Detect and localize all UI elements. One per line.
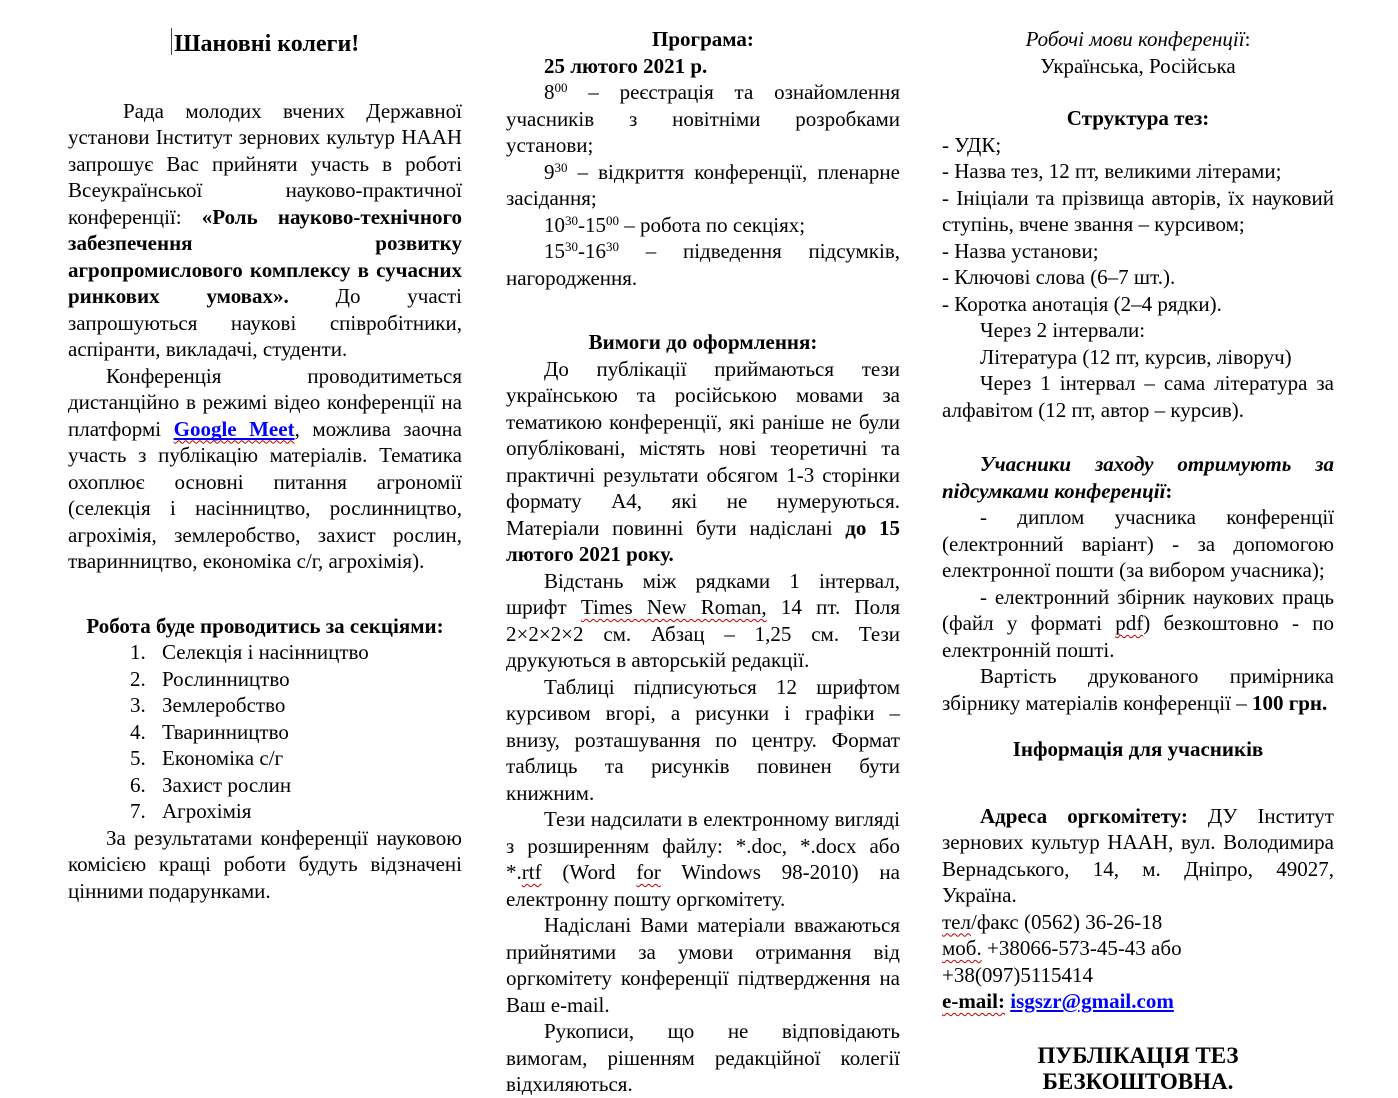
- format-text-2: , можлива заочна участь з публікацію матеріалів. Тематика охоплює основні питання агрономії (селекція і насінництво, рослинництво, агрохімія, землеробство, захист рослин, тваринництво, економіка с/г, агрохімія).: [68, 416, 462, 573]
- time-superscript: 30: [565, 212, 578, 228]
- benefit-diploma: - диплом учасника конференції (електронний варіант) - за допомогою електронної пошти (за вибором учасника);: [942, 505, 1334, 582]
- rejection-paragraph: Рукописи, що не відповідають вимогам, рішенням редакційної колегії відхиляються.: [506, 1019, 900, 1096]
- list-item: [68, 745, 462, 772]
- greeting-heading: [68, 28, 462, 58]
- benefit-proceedings: - електронний збірник наукових праць (файл у форматі pdf) безкоштовно - по електронній пошті.: [942, 584, 1334, 662]
- phone-fax-line: тел/факс (0562) 36-26-18: [942, 909, 1163, 934]
- format-paragraph: [68, 363, 462, 575]
- list-number: 6.: [130, 772, 146, 797]
- structure-item: - Ініціали та прізвища авторів, їх науковий ступінь, вчене звання – курсивом;: [942, 185, 1334, 236]
- structure-item: - УДК;: [942, 132, 1002, 157]
- list-item: [68, 772, 462, 799]
- schedule-entry: $15^{30}-16^{30}$ – підведення підсумків, нагородження.: [506, 239, 900, 290]
- benefits-heading: Учасники заходу отримують за підсумками конференції:: [942, 452, 1334, 503]
- requirements-paragraph-3: Таблиці підписуються 12 шрифтом курсивом вгорі, а рисунки і графіки – внизу, розташування по центру. Формат таблиць та рисунків повинен бути книжним.: [506, 674, 900, 805]
- email-link[interactable]: isgszr@gmail.com: [1010, 989, 1174, 1013]
- price-value: 100 грн.: [1251, 690, 1328, 715]
- address-label: Адреса оргкомітету:: [980, 803, 1188, 828]
- structure-item: - Ключові слова (6–7 шт.).: [942, 265, 1176, 289]
- google-meet-link-text: Google Meet: [173, 416, 295, 441]
- list-number: 1.: [130, 640, 146, 664]
- pdf-text: pdf: [1115, 611, 1144, 635]
- structure-item: - Коротка анотація (2–4 рядки).: [942, 291, 1222, 316]
- confirmation-paragraph: Надіслані Вами матеріали вважаються прийнятими за умови отримання від оргкомітету конференції підтвердження на Ваш e-mail.: [506, 913, 900, 1017]
- schedule-entry: $9^{30}$ – відкриття конференції, пленарне засідання;: [506, 159, 900, 210]
- list-item: [68, 719, 462, 746]
- email-label: e-mail:: [942, 989, 1005, 1013]
- mobile-line: моб. +38066-573-45-43 або +38(097)5115414: [942, 936, 1182, 987]
- requirements-paragraph-4: Тези надсилати в електронному вигляді з розширенням файлу: *.doc, *.docx або *.rtf (Word for Windows 98-2010) на електронну пошту оргкомітету.: [506, 807, 900, 911]
- time-superscript: 00: [554, 80, 568, 95]
- list-label: Тваринництво: [162, 719, 289, 744]
- intro-text-1: Рада молодих вчених Державної установи Інститут зернових культур НААН запрошує Вас прийняти участь в роботі Всеукраїнської науково-практичної конференції:: [68, 98, 462, 229]
- format-text-1: Конференція проводитиметься дистанційно в режимі відео конференції на платформі: [68, 363, 462, 441]
- requirements-heading: Вимоги до оформлення:: [588, 330, 818, 354]
- structure-item: - Назва установи;: [942, 238, 1099, 263]
- languages-heading: Робочі мови конференції:: [1025, 27, 1251, 51]
- list-label: Землеробство: [162, 693, 286, 717]
- schedule-entry: $10^{30}-15^{00}$ – робота по секціях;: [544, 212, 806, 237]
- requirements-paragraph-2: Відстань між рядками 1 інтервал, шрифт Times New Roman, 14 пт. Поля 2×2×2×2 см. Абзац – 1,25 см. Тези друкуються в авторській редакції.: [506, 568, 900, 672]
- spacing-note-2: Література (12 пт, курсив, ліворуч): [980, 344, 1292, 369]
- spacing-note-3: Через 1 інтервал – сама література за алфавітом (12 пт, автор – курсив).: [942, 371, 1334, 422]
- list-number: 7.: [130, 799, 146, 823]
- list-number: 5.: [130, 746, 146, 770]
- time-superscript: 00: [606, 212, 619, 228]
- address-text: ДУ Інститут зернових культур НААН, вул. Володимира Вернадського, 14, м. Дніпро, 49027, Україна.: [942, 803, 1334, 907]
- intro-paragraph: [68, 98, 462, 363]
- conference-title-text: «Роль науково-технічного забезпечення розвитку агропромислового комплексу в сучасних ринкових умовах».: [68, 204, 462, 308]
- list-number: 4.: [130, 719, 146, 744]
- list-label: Рослинництво: [162, 666, 290, 691]
- intro-text-2: До участі запрошуються наукові співробітники, аспіранти, викладачі, студенти.: [68, 284, 462, 361]
- text-cursor: [171, 28, 173, 55]
- list-number: 2.: [130, 666, 146, 691]
- google-meet-link[interactable]: [174, 417, 295, 441]
- column-right: [942, 26, 1334, 1096]
- address-paragraph: [942, 803, 1334, 909]
- list-label: Агрохімія: [162, 799, 252, 823]
- awards-paragraph: За результатами конференції науковою комісією кращі роботи будуть відзначені цінними подарунками.: [68, 825, 462, 903]
- column-middle: [506, 26, 900, 1098]
- deadline-text: до 15 лютого 2021 року.: [506, 515, 901, 566]
- program-date: 25 лютого 2021 р.: [544, 53, 708, 78]
- program-heading: Програма:: [652, 27, 754, 51]
- list-item: [68, 639, 462, 666]
- time-superscript: 30: [565, 239, 578, 254]
- font-name-text: Times New Roman,: [580, 595, 767, 619]
- time-superscript: 30: [606, 239, 619, 254]
- list-label: Захист рослин: [162, 772, 292, 797]
- structure-item: - Назва тез, 12 пт, великими літерами;: [942, 159, 1282, 183]
- list-label: Селекція і насінництво: [162, 640, 369, 664]
- requirements-paragraph-1: До публікації приймаються тези українською та російською мовами за тематикою конференції, які раніше не були опубліковані, містять нові теоретичні та практичні результати обсягом 1-3 сторінки формату А4, які не нумеруються. Матеріали повинні бути надіслані до 15 лютого 2021 року.: [506, 356, 901, 566]
- price-paragraph: Вартість друкованого примірника збірнику матеріалів конференції – 100 грн.: [942, 664, 1334, 715]
- languages-list: Українська, Російська: [1040, 53, 1236, 78]
- list-number: 3.: [130, 693, 146, 717]
- structure-heading: Структура тез:: [1066, 106, 1210, 130]
- list-item: [68, 692, 462, 719]
- time-superscript: 30: [554, 159, 568, 175]
- sections-heading: Робота буде проводитись за секціями:: [86, 613, 444, 638]
- schedule-entry: $8^{00}$ – реєстрація та ознайомлення учасників з новітніми розробками установи;: [506, 80, 900, 157]
- email-line: [942, 988, 1334, 1015]
- list-item: [68, 798, 462, 825]
- spacing-note-1: Через 2 інтервали:: [980, 318, 1146, 342]
- column-left: [68, 26, 462, 904]
- list-label: Економіка с/г: [162, 746, 284, 770]
- list-item: [68, 666, 462, 693]
- info-heading: Інформація для учасників: [1012, 737, 1264, 761]
- greeting-text: Шановні колеги!: [174, 31, 360, 57]
- free-publication-notice: ПУБЛІКАЦІЯ ТЕЗ БЕЗКОШТОВНА.: [1037, 1042, 1239, 1094]
